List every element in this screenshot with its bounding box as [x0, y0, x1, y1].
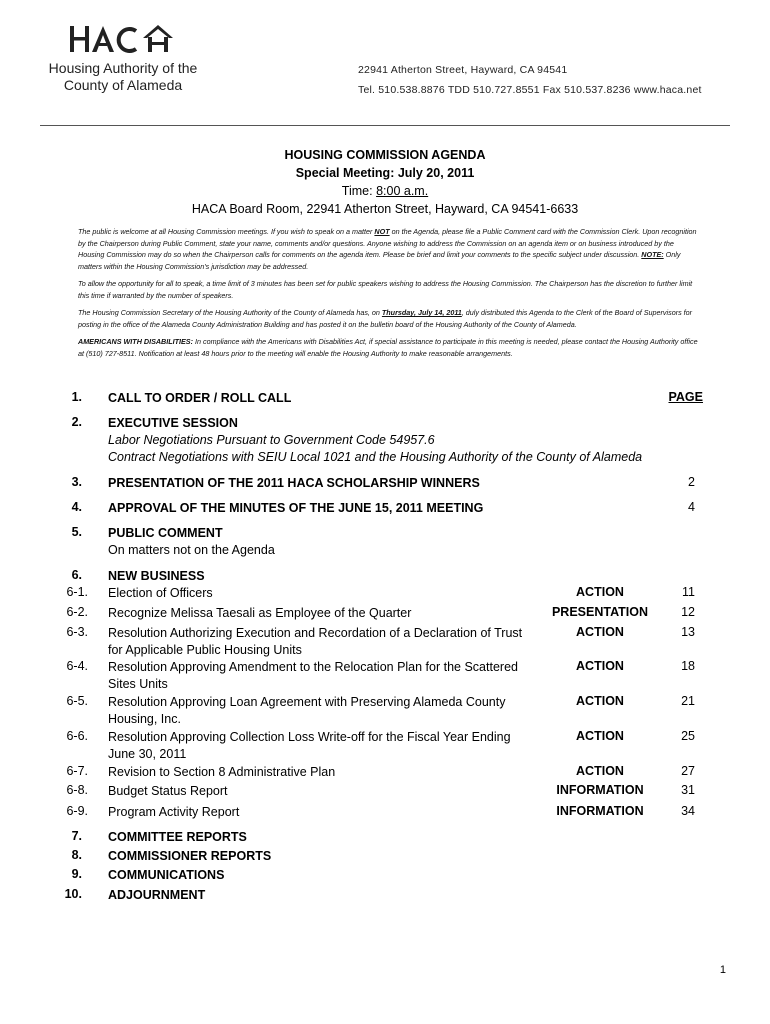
- sub-item-page: 25: [681, 729, 695, 743]
- address: 22941 Atherton Street, Hayward, CA 94541: [358, 64, 568, 76]
- page-column-header: PAGE: [668, 390, 703, 404]
- sub-item-number: 6-9.: [66, 804, 88, 818]
- sub-item-action: INFORMATION: [556, 804, 644, 818]
- item-number: 4.: [71, 500, 82, 514]
- sub-item-page: 11: [682, 585, 695, 599]
- item-title: COMMITTEE REPORTS: [108, 830, 247, 844]
- item-title: APPROVAL OF THE MINUTES OF THE JUNE 15, 2011 MEETING: [108, 501, 484, 515]
- sub-item-action: PRESENTATION: [551, 605, 649, 619]
- sub-item-number: 6-1.: [66, 585, 88, 599]
- sub-item-number: 6-2.: [66, 605, 88, 619]
- sub-item-title: Resolution Authorizing Execution and Recordation of a Declaration of Trust for Applicable Public Housing Units: [108, 626, 523, 657]
- item-title: NEW BUSINESS: [108, 569, 205, 583]
- org-name-line1: Housing Authority of the: [48, 60, 198, 76]
- org-name-line2: County of Alameda: [63, 77, 183, 93]
- item-number: 6.: [71, 568, 82, 582]
- item-number: 8.: [71, 848, 82, 862]
- item-title: CALL TO ORDER / ROLL CALL: [108, 391, 292, 405]
- sub-item-title: Revision to Section 8 Administrative Plan: [108, 765, 336, 779]
- header-divider: [40, 125, 730, 126]
- item-subtext: Labor Negotiations Pursuant to Government Code 54957.6: [108, 433, 435, 447]
- sub-item-action: ACTION: [576, 585, 624, 599]
- org-name: [48, 60, 198, 94]
- sub-item-title: Resolution Approving Collection Loss Write-off for the Fiscal Year Ending June 30, 2011: [108, 730, 511, 761]
- item-number: 9.: [71, 867, 82, 881]
- sub-item-title: Recognize Melissa Taesali as Employee of the Quarter: [108, 606, 412, 620]
- item-number: 3.: [71, 475, 82, 489]
- sub-item-page: 18: [681, 659, 695, 673]
- sub-item-action: ACTION: [576, 625, 624, 639]
- contact-block: [358, 60, 702, 100]
- sub-item-page: 13: [681, 625, 695, 639]
- meeting-time: [0, 182, 770, 200]
- haca-logo: [68, 22, 178, 56]
- item-subtext: Contract Negotiations with SEIU Local 1021 and the Housing Authority of the County of Alameda: [108, 450, 643, 464]
- sub-item-number: 6-4.: [66, 659, 88, 673]
- meeting-date: Special Meeting: July 20, 2011: [295, 166, 475, 180]
- item-number: 7.: [71, 829, 82, 843]
- item-number: 1.: [71, 390, 82, 404]
- contact-info: Tel. 510.538.8876 TDD 510.727.8551 Fax 510.537.8236 www.haca.net: [358, 84, 702, 96]
- sub-item-action: ACTION: [576, 659, 624, 673]
- sub-item-page: 27: [681, 764, 695, 778]
- sub-item-page: 34: [681, 804, 695, 818]
- item-title: PRESENTATION OF THE 2011 HACA SCHOLARSHIP WINNERS: [108, 476, 480, 490]
- sub-item-title: Budget Status Report: [108, 784, 228, 798]
- item-title: ADJOURNMENT: [108, 888, 206, 902]
- item-subtext: On matters not on the Agenda: [108, 543, 275, 557]
- sub-item-title: Election of Officers: [108, 586, 213, 600]
- sub-item-action: ACTION: [576, 694, 624, 708]
- sub-item-number: 6-7.: [66, 764, 88, 778]
- item-number: 5.: [71, 525, 82, 539]
- sub-item-action: INFORMATION: [556, 783, 644, 797]
- sub-item-number: 6-6.: [66, 729, 88, 743]
- notice-public-comment: The public is welcome at all Housing Commission meetings. If you wish to speak on a matter NOT on the Agenda, please file a Public Comment card with the Commission Clerk. Upon recognition by the Chairperson during Public Comment, state your name, comments and/or questions. Anyone wishing to address the Commission on an agenda item or on business introduced by the Housing Commission may do so when the Chairperson calls for comments on the agenda item. Please be brief and limit your comments to the specific subject under discussion. NOTE: Only matters within the Housing Commission's jurisdiction may be addressed.: [78, 227, 697, 271]
- sub-item-page: 12: [681, 605, 695, 619]
- item-title: EXECUTIVE SESSION Labor Negotiations Pursuant to Government Code 54957.6 Contract Negotiations with SEIU Local 1021 and the Housing Authority of the County of Alameda: [108, 415, 668, 466]
- title-block: [0, 146, 770, 218]
- notice-time-limit: To allow the opportunity for all to speak, a time limit of 3 minutes has been set for public speakers wishing to address the Housing Commission. The Chairperson has the discretion to further limit this time if warranted by the number of speakers.: [78, 279, 693, 300]
- sub-item-number: 6-8.: [66, 783, 88, 797]
- item-title: COMMUNICATIONS: [108, 868, 225, 882]
- item-title: COMMISSIONER REPORTS: [108, 849, 272, 863]
- notice-posting: The Housing Commission Secretary of the Housing Authority of the County of Alameda has, on Thursday, July 14, 2011, duly distributed this Agenda to the Clerk of the Board of Supervisors for posting in the office of the Alameda County Administration Building and has posted it on the bulletin board of the Housing Authority of the County of Alameda.: [78, 308, 693, 329]
- sub-item-action: ACTION: [576, 764, 624, 778]
- item-page: 4: [688, 500, 695, 514]
- sub-item-number: 6-3.: [66, 625, 88, 639]
- notices: [78, 226, 698, 365]
- item-number: 10.: [64, 887, 82, 901]
- meeting-location: HACA Board Room, 22941 Atherton Street, Hayward, CA 94541-6633: [191, 202, 579, 216]
- page-number: 1: [719, 964, 726, 976]
- sub-item-title: Resolution Approving Amendment to the Relocation Plan for the Scattered Sites Units: [108, 660, 518, 691]
- sub-item-number: 6-5.: [66, 694, 88, 708]
- sub-item-title: Program Activity Report: [108, 805, 240, 819]
- time-value: 8:00 a.m.: [376, 184, 429, 198]
- sub-item-action: ACTION: [576, 729, 624, 743]
- item-title: PUBLIC COMMENT On matters not on the Agenda: [108, 525, 538, 559]
- agenda-title: HOUSING COMMISSION AGENDA: [284, 148, 486, 162]
- time-label: Time:: [341, 184, 377, 198]
- notice-ada: AMERICANS WITH DISABILITIES: In compliance with the Americans with Disabilities Act, if special assistance to participate in this meeting is needed, please contact the Housing Authority office at (510) 727-8511. Notification at least 48 hours prior to the meeting will enable the Housing Authority to make reasonable arrangements.: [78, 337, 698, 358]
- item-number: 2.: [71, 415, 82, 429]
- sub-item-page: 31: [681, 783, 695, 797]
- item-page: 2: [688, 475, 695, 489]
- sub-item-page: 21: [681, 694, 695, 708]
- sub-item-title: Resolution Approving Loan Agreement with Preserving Alameda County Housing, Inc.: [108, 695, 506, 726]
